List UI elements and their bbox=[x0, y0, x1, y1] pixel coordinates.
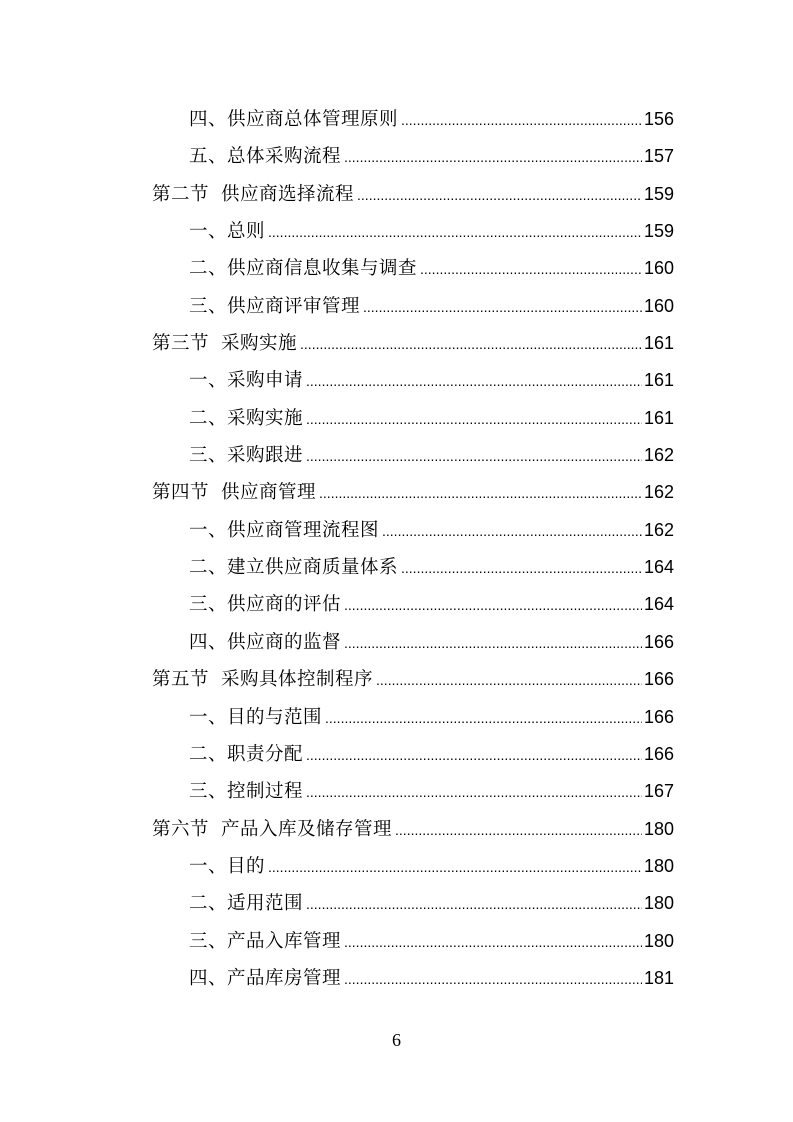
toc-leader-dots bbox=[306, 401, 642, 438]
toc-entry[interactable] bbox=[152, 773, 674, 810]
toc-leader-dots bbox=[306, 737, 642, 774]
toc-entry[interactable] bbox=[152, 960, 674, 997]
toc-section-label: 第六节 bbox=[152, 818, 210, 840]
toc-page-number: 166 bbox=[643, 669, 674, 690]
toc-entry-title: 二、建立供应商质量体系 bbox=[189, 557, 399, 579]
toc-page-number: 164 bbox=[643, 594, 674, 615]
toc-section-label: 第四节 bbox=[152, 482, 210, 504]
toc-entry[interactable] bbox=[152, 101, 674, 138]
toc-entry-title: 三、控制过程 bbox=[189, 781, 304, 803]
toc-page-number: 160 bbox=[643, 258, 674, 279]
toc-entry[interactable] bbox=[152, 699, 674, 736]
toc-leader-dots bbox=[300, 326, 642, 363]
toc-entry-title: 三、供应商的评估 bbox=[189, 594, 342, 616]
toc-entry[interactable] bbox=[152, 736, 674, 773]
toc-section-entry[interactable] bbox=[152, 811, 674, 848]
toc-entry[interactable] bbox=[152, 362, 674, 399]
toc-leader-dots bbox=[306, 363, 642, 400]
toc-entry-title: 二、供应商信息收集与调查 bbox=[189, 258, 418, 280]
toc-page-number: 160 bbox=[643, 295, 674, 316]
toc-page-number: 161 bbox=[643, 333, 674, 354]
toc-page-number: 159 bbox=[643, 183, 674, 204]
toc-entry[interactable] bbox=[152, 288, 674, 325]
toc-entry-title bbox=[152, 811, 392, 848]
toc-entry[interactable] bbox=[152, 138, 674, 175]
toc-page-number: 166 bbox=[643, 631, 674, 652]
toc-entry-title: 一、总则 bbox=[189, 221, 266, 243]
toc-leader-dots bbox=[395, 812, 642, 849]
toc-entry-title: 一、目的与范围 bbox=[189, 706, 323, 728]
toc-entry[interactable] bbox=[152, 624, 674, 661]
toc-leader-dots bbox=[268, 849, 642, 886]
toc-page-number: 166 bbox=[643, 743, 674, 764]
toc-section-title: 供应商管理 bbox=[221, 482, 317, 504]
toc-leader-dots bbox=[357, 177, 642, 214]
toc-entry-title: 五、总体采购流程 bbox=[189, 146, 342, 168]
toc-page-number: 166 bbox=[643, 706, 674, 727]
toc-entry-title bbox=[152, 474, 316, 511]
toc-section-label: 第五节 bbox=[152, 669, 210, 691]
toc-page-number: 162 bbox=[643, 519, 674, 540]
toc-entry-title: 一、采购申请 bbox=[189, 370, 304, 392]
toc-entry[interactable] bbox=[152, 586, 674, 623]
toc-entry-title bbox=[152, 661, 373, 698]
toc-leader-dots bbox=[344, 625, 642, 662]
toc-page-number: 162 bbox=[643, 482, 674, 503]
toc-section-label: 第二节 bbox=[152, 183, 210, 205]
toc-page-number: 180 bbox=[643, 930, 674, 951]
toc-entry[interactable] bbox=[152, 400, 674, 437]
toc-entry-title: 二、职责分配 bbox=[189, 743, 304, 765]
toc-section-title: 产品入库及储存管理 bbox=[221, 818, 393, 840]
toc-page-number: 180 bbox=[643, 818, 674, 839]
toc-leader-dots bbox=[344, 961, 642, 998]
toc-entry-title: 一、供应商管理流程图 bbox=[189, 519, 380, 541]
toc-page-number: 156 bbox=[643, 109, 674, 129]
toc-leader-dots bbox=[363, 289, 642, 326]
toc-entry[interactable] bbox=[152, 512, 674, 549]
toc-entry-title: 二、采购实施 bbox=[189, 407, 304, 429]
toc-leader-dots bbox=[306, 438, 642, 475]
toc-leader-dots bbox=[344, 924, 642, 961]
toc-leader-dots bbox=[306, 774, 642, 811]
toc-entry[interactable] bbox=[152, 885, 674, 922]
toc-entry-title: 四、产品库房管理 bbox=[189, 967, 342, 989]
toc-page-number: 167 bbox=[643, 781, 674, 802]
toc-entry[interactable] bbox=[152, 437, 674, 474]
toc-entry-title bbox=[152, 325, 297, 362]
toc-entry-title: 三、产品入库管理 bbox=[189, 930, 342, 952]
toc-entry[interactable] bbox=[152, 848, 674, 885]
toc-leader-dots bbox=[268, 214, 642, 251]
toc-page-number: 157 bbox=[643, 146, 674, 167]
toc-section-title: 供应商选择流程 bbox=[221, 183, 355, 205]
toc-entry-title: 二、适用范围 bbox=[189, 893, 304, 915]
toc-page-number: 164 bbox=[643, 557, 674, 578]
toc-section-entry[interactable] bbox=[152, 474, 674, 511]
toc-entry[interactable] bbox=[152, 549, 674, 586]
toc-leader-dots bbox=[344, 587, 642, 624]
toc-section-entry[interactable] bbox=[152, 176, 674, 213]
toc-page-number: 161 bbox=[643, 370, 674, 391]
toc-entry-title: 四、供应商总体管理原则 bbox=[189, 109, 399, 130]
toc-page-number: 180 bbox=[643, 893, 674, 914]
toc-entry-title: 四、供应商的监督 bbox=[189, 631, 342, 653]
toc-section-label: 第三节 bbox=[152, 333, 210, 355]
toc-page-number: 180 bbox=[643, 855, 674, 876]
toc-page-number: 161 bbox=[643, 407, 674, 428]
toc-entry-title: 一、目的 bbox=[189, 855, 266, 877]
toc-leader-dots bbox=[306, 886, 642, 923]
toc-section-title: 采购实施 bbox=[221, 333, 298, 355]
toc-section-entry[interactable] bbox=[152, 325, 674, 362]
toc-page-number: 162 bbox=[643, 445, 674, 466]
toc-entry[interactable] bbox=[152, 250, 674, 287]
page-number-footer: 6 bbox=[392, 1030, 401, 1050]
toc-entry[interactable] bbox=[152, 923, 674, 960]
toc-page-number: 181 bbox=[643, 967, 674, 988]
toc-section-entry[interactable] bbox=[152, 661, 674, 698]
toc-leader-dots bbox=[376, 662, 642, 699]
toc-entry-title: 三、供应商评审管理 bbox=[189, 295, 361, 317]
toc-entry-title bbox=[152, 176, 354, 213]
toc-entry[interactable] bbox=[152, 213, 674, 250]
toc-leader-dots bbox=[319, 475, 642, 512]
table-of-contents bbox=[152, 101, 674, 997]
toc-leader-dots bbox=[401, 550, 642, 587]
toc-leader-dots bbox=[401, 102, 642, 139]
toc-leader-dots bbox=[325, 700, 642, 737]
toc-leader-dots bbox=[344, 139, 642, 176]
toc-leader-dots bbox=[382, 513, 642, 550]
toc-section-title: 采购具体控制程序 bbox=[221, 669, 374, 691]
toc-page-number: 159 bbox=[643, 221, 674, 242]
toc-entry-title: 三、采购跟进 bbox=[189, 445, 304, 467]
toc-leader-dots bbox=[420, 251, 642, 288]
